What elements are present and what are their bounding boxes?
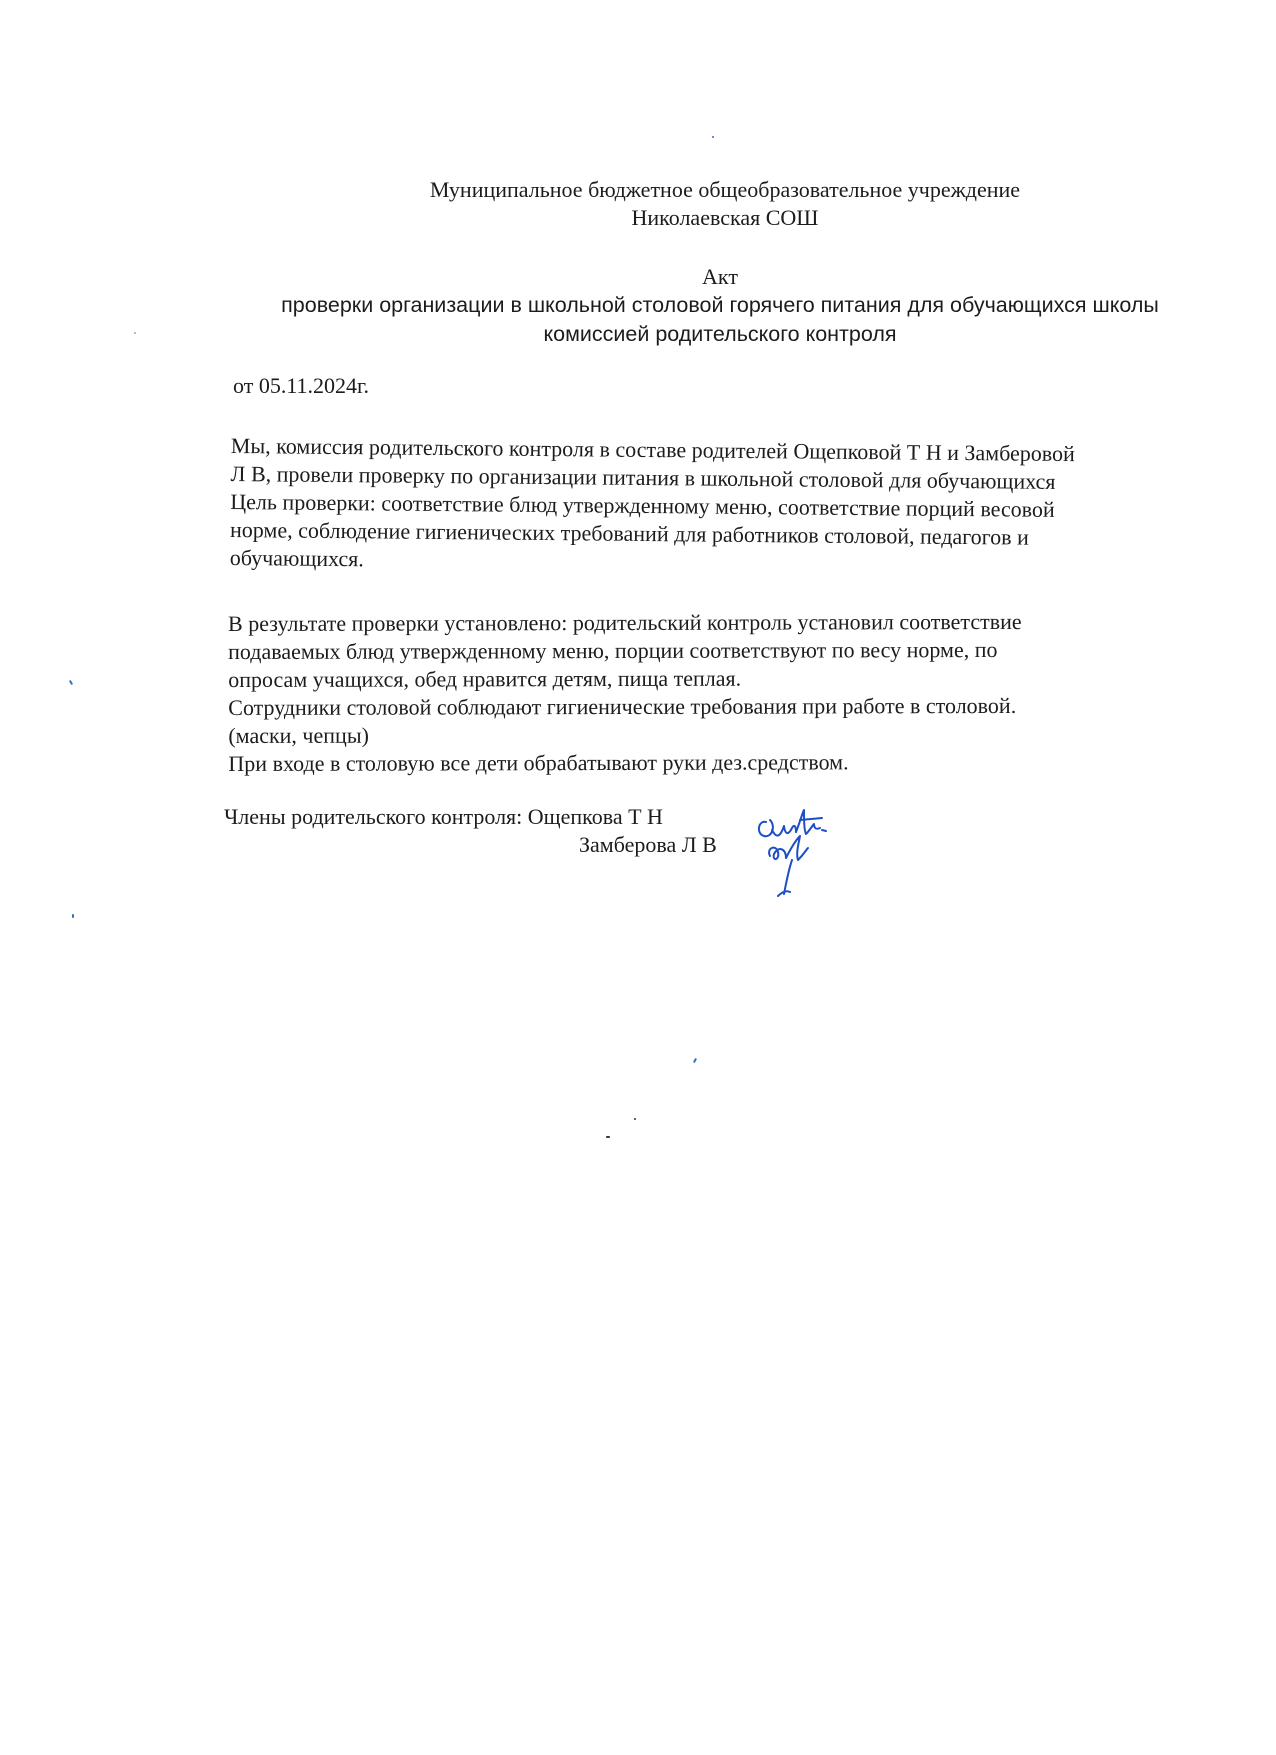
paragraph-line: В результате проверки установлено: родительский контроль установил соответствие [228,608,1022,636]
scan-speck [606,1136,610,1138]
scan-speck [134,332,136,334]
commission-paragraph [230,432,1075,580]
paragraph-line: опросам учащихся, обед нравится детям, пища теплая. [228,665,742,692]
paragraph-line: (маски, чепцы) [228,722,369,748]
paragraph-line: норме, соблюдение гигиенических требований для работников столовой, педагогов и [229,516,1029,550]
act-heading: Акт [702,264,738,289]
members-line1: Члены родительского контроля: Ощепкова Т Н [224,804,663,829]
scan-speck [72,914,74,918]
scan-speck [712,136,714,138]
paragraph-line: Цель проверки: соответствие блюд утвержденному меню, соответствие порций весовой [230,488,1055,522]
paragraph-line: Л В, провели проверку по организации питания в школьной столовой для обучающихся [230,460,1056,494]
act-date: от 05.11.2024г. [233,373,370,398]
members-block [224,803,717,859]
paragraph-line: обучающихся. [229,544,365,572]
handwritten-signature [752,800,862,910]
paragraph-line: Сотрудники столовой соблюдают гигиенические требования при работе в столовой. [228,692,1017,720]
organization-name: Муниципальное бюджетное общеобразовательное учреждение [429,177,1021,202]
act-title-block [230,262,1210,349]
scan-speck [69,680,73,685]
paragraph-line: При входе в столовую все дети обрабатывают руки дез.средством. [228,749,849,776]
scan-speck [693,1058,697,1063]
act-subject-line1: проверки организации в школьной столовой горячего питания для обучающихся школы [281,293,1159,317]
scan-speck [634,1118,636,1120]
act-subject-line2: комиссией родительского контроля [543,322,897,346]
school-name: Николаевская СОШ [631,205,819,230]
organization-header [330,176,1120,232]
paragraph-line: Мы, комиссия родительского контроля в составе родителей Ощепковой Т Н и Замберовой [230,432,1075,467]
results-paragraph [228,608,1022,778]
paragraph-line: подаваемых блюд утвержденному меню, порции соответствуют по весу норме, по [228,636,998,664]
members-line2: Замберова Л В [579,832,717,857]
